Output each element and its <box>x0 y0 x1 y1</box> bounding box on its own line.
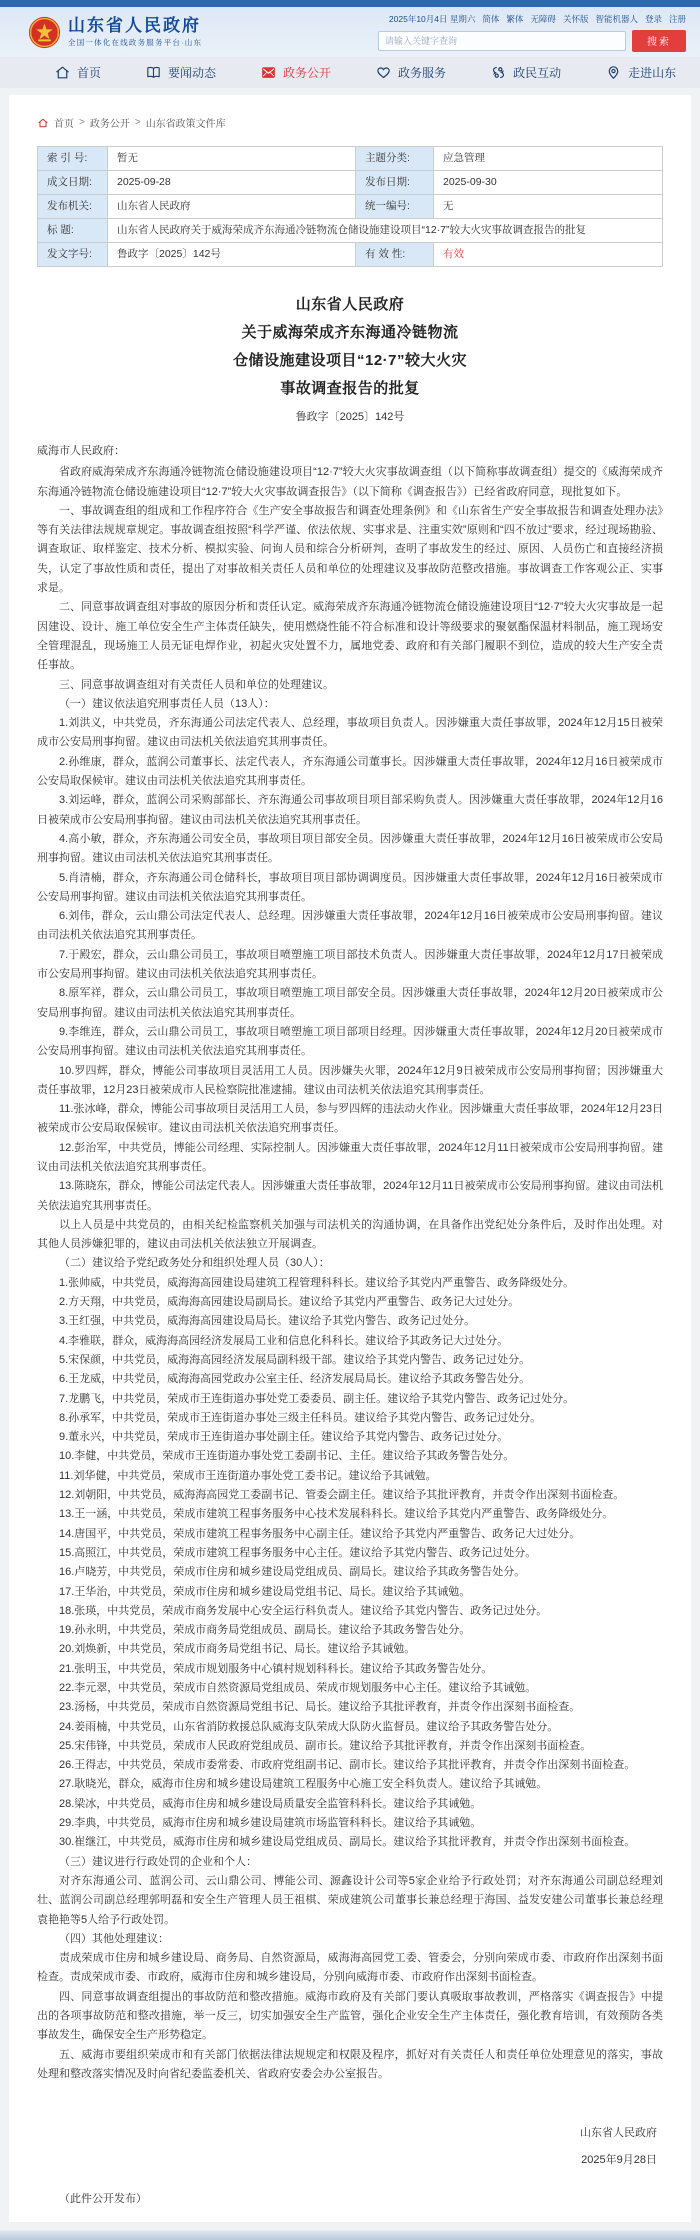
body-paragraph: 9.李维连，群众，云山鼎公司员工，事故项目喷塑施工项目部项目经理。因涉嫌重大责任事故罪，2024年12月20日被荣成市公安局刑事拘留。建议由司法机关依法追究其刑事责任。 <box>37 1025 663 1058</box>
nav-item-interaction[interactable] <box>490 64 561 81</box>
body-paragraph: 10.李健，中共党员，荣成市王连街道办事处党工委副书记、主任。建议给予其政务警告处分。 <box>59 1450 515 1463</box>
document-title-line: 关于威海荣成齐东海通冷链物流 <box>241 324 459 341</box>
breadcrumb-gov-disclosure[interactable]: 政务公开 <box>89 119 130 130</box>
body-paragraph: 22.李元翠，中共党员，荣成市自然资源局党组成员、荣成市规划服务中心主任。建议给予其诫勉。 <box>59 1682 537 1694</box>
body-paragraph: （三）建议进行行政处罚的企业和个人： <box>59 1855 257 1868</box>
nav-label: 走进山东 <box>628 66 677 80</box>
meta-label-unified-number: 统一编号: <box>356 195 434 219</box>
site-brand <box>28 16 202 49</box>
body-paragraph: 20.刘焕新，中共党员，荣成市商务局党组书记、局长。建议给予其诫勉。 <box>59 1643 416 1656</box>
envelope-icon <box>260 64 277 81</box>
document-title <box>37 291 663 403</box>
meta-label-publish-date: 发布日期: <box>356 171 434 195</box>
meta-label-written-date: 成文日期: <box>38 171 108 195</box>
body-paragraph: 13.陈晓东，群众，博能公司法定代表人。因涉嫌重大责任事故罪，2024年12月11日被荣成市公安局刑事拘留。建议由司法机关依法追究其刑事责任。 <box>37 1180 663 1212</box>
nav-label: 政务公开 <box>283 66 332 80</box>
body-paragraph: 11.张冰峰，群众，博能公司事故项目灵活用工人员，参与罗四辉的违法动火作业。因涉嫌重大责任事故罪，2024年12月23日被荣成市公安局取保候审。建议由司法机关依法追究刑事责任。 <box>37 1103 663 1135</box>
body-paragraph: 6.王龙威，中共党员，威海海高园党政办公室主任、经济发展局局长。建议给予其政务警告处分。 <box>59 1373 531 1386</box>
body-paragraph: 23.汤杨，中共党员，荣成市自然资源局党组书记、局长。建议给予其批评教育，并责令作出深刻书面检查。 <box>59 1701 581 1714</box>
meta-value-index: 暂无 <box>108 147 356 171</box>
body-paragraph: （二）建议给予党纪政务处分和组织处理人员（30人）： <box>59 1257 330 1270</box>
nav-item-home[interactable] <box>54 64 101 81</box>
body-paragraph: 3.刘运峰，群众，蓝润公司采购部部长、齐东海通公司事故项目项目部采购负责人。因涉嫌重大责任事故罪，2024年12月16日被荣成市公安局刑事拘留。建议由司法机关依法追究其刑事责任。 <box>37 794 663 826</box>
content-card <box>9 95 691 2222</box>
body-paragraph: 8.孙承军，中共党员，荣成市王连街道办事处三级主任科员。建议给予其党内警告、政务记过处分。 <box>59 1411 542 1424</box>
main-nav <box>0 57 700 88</box>
nav-label: 政民互动 <box>513 66 562 80</box>
nav-label: 政务服务 <box>398 66 447 80</box>
body-paragraph: 11.刘华健，中共党员，荣成市王连街道办事处党工委书记。建议给予其诫勉。 <box>59 1469 437 1482</box>
people-chat-icon <box>490 64 507 81</box>
meta-value-doc-number: 鲁政字〔2025〕142号 <box>108 243 356 267</box>
site-header <box>0 7 700 57</box>
document-meta-table <box>37 146 663 267</box>
nav-label: 首页 <box>77 66 102 80</box>
document-title-line: 山东省人民政府 <box>295 296 405 313</box>
link-login[interactable]: 登录 <box>644 13 662 24</box>
body-paragraph: 14.唐国平，中共党员，荣成市建筑工程事务服务中心副主任。建议给予其党内严重警告、政务记大过处分。 <box>59 1527 581 1540</box>
link-traditional[interactable]: 繁体 <box>506 13 524 24</box>
meta-value-publish-date: 2025-09-30 <box>434 171 663 195</box>
link-accessibility[interactable]: 无障碍 <box>530 13 556 24</box>
meta-label-title: 标 题: <box>38 219 108 243</box>
body-paragraph: （一）建议依法追究刑事责任人员（13人）： <box>59 697 275 710</box>
site-subtitle: 全国一体化在线政务服务平台·山东 <box>68 38 203 47</box>
top-blue-bar <box>0 0 700 7</box>
body-paragraph: 7.于殿宏，群众，云山鼎公司员工，事故项目喷塑施工项目部技术负责人。因涉嫌重大责任事故罪，2024年12月17日被荣成市公安局刑事拘留。建议由司法机关依法追究其刑事责任。 <box>37 948 663 981</box>
body-paragraph: 三、同意事故调查组对有关责任人员和单位的处理建议。 <box>59 678 334 691</box>
body-paragraph: 17.王华治，中共党员，荣成市住房和城乡建设局党组书记、局长。建议给予其诫勉。 <box>59 1585 471 1598</box>
signature-org: 山东省人民政府 <box>580 2127 657 2140</box>
document-salutation: 威海市人民政府： <box>37 445 125 457</box>
body-paragraph: 4.高小敏，群众，齐东海通公司安全员，事故项目项目部安全员。因涉嫌重大责任事故罪，2024年12月16日被荣成市公安局刑事拘留。建议由司法机关依法追究其刑事责任。 <box>37 832 663 865</box>
home-icon <box>37 117 49 129</box>
body-paragraph: 二、同意事故调查组对事故的原因分析和责任认定。威海荣成齐东海通冷链物流仓储设施建设项目“12·7”较大火灾事故是一起因建设、设计、施工单位安全生产主体责任缺失，使用燃烧性能不符合标准和设计等级要求的聚氨酯保温材料制品，施工现场安全管理混乱，现场施工人员无证电焊作业，初起火灾处置不力，属地党委、政府和有关部门履职不到位，造成的较大生产安全责任事故。 <box>37 601 663 672</box>
body-paragraph: 2.孙维康，群众，蓝润公司董事长、法定代表人，齐东海通公司董事长。因涉嫌重大责任事故罪，2024年12月16日被荣成市公安局取保候审。建议由司法机关依法追究其刑事责任。 <box>37 755 663 788</box>
public-release-note: （此件公开发布） <box>59 2193 147 2206</box>
meta-value-title: 山东省人民政府关于威海荣成齐东海通冷链物流仓储设施建设项目“12·7”较大火灾事故调查报告的批复 <box>108 219 663 243</box>
body-paragraph: 7.龙鹏飞，中共党员，荣成市王连街道办事处党工委委员、副主任。建议给予其党内警告、政务记过处分。 <box>59 1392 575 1405</box>
body-paragraph: 6.刘伟，群众，云山鼎公司法定代表人、总经理。因涉嫌重大责任事故罪，2024年12月16日被荣成市公安局刑事拘留。建议由司法机关依法追究其刑事责任。 <box>37 910 663 942</box>
body-paragraph: 2.方天翔，中共党员，威海海高园建设局副局长。建议给予其党内严重警告、政务记大过处分。 <box>59 1296 520 1309</box>
link-care-version[interactable]: 关怀版 <box>562 13 589 24</box>
meta-label-category: 主题分类: <box>356 147 434 171</box>
link-smart-robot[interactable]: 智能机器人 <box>595 13 638 24</box>
breadcrumb-current: 山东省政策文件库 <box>145 119 226 130</box>
meta-value-category: 应急管理 <box>434 147 663 171</box>
body-paragraph: 四、同意事故调查组提出的事故防范和整改措施。威海市政府及有关部门要认真吸取事故教训，严格落实《调查报告》中提出的各项事故防范和整改措施，举一反三，切实加强安全生产监管，强化企业安全生产主体责任，强化教育培训，有效预防各类事故发生，确保安全生产形势稳定。 <box>37 1990 663 2042</box>
body-paragraph: 以上人员是中共党员的，由相关纪检监察机关加强与司法机关的沟通协调，在具备作出党纪处分条件后，及时作出处理。对其他人员涉嫌犯罪的，建议由司法机关依法独立开展调查。 <box>37 1218 663 1251</box>
location-pin-icon <box>605 64 622 81</box>
breadcrumb-separator: > <box>134 117 141 128</box>
nav-item-gov-disclosure[interactable] <box>260 64 331 81</box>
body-paragraph: 21.张明玉，中共党员，荣成市规划服务中心镇村规划科科长。建议给予其政务警告处分。 <box>59 1662 493 1675</box>
breadcrumb-home[interactable]: 首页 <box>54 119 74 130</box>
meta-label-doc-number: 发文字号: <box>38 243 108 267</box>
link-simplified[interactable]: 简体 <box>482 13 500 24</box>
nav-item-gov-services[interactable] <box>375 64 446 81</box>
body-paragraph: 9.董永兴，中共党员，荣成市王连街道办事处副主任。建议给予其党内警告、政务记过处分。 <box>59 1431 509 1444</box>
body-paragraph: 16.卢晓芳，中共党员，荣成市住房和城乡建设局党组成员、副局长。建议给予其政务警告处分。 <box>59 1566 526 1579</box>
search-input[interactable] <box>378 31 626 51</box>
body-paragraph: 13.王一涵，中共党员，荣成市建筑工程事务服务中心技术发展科科长。建议给予其党内严重警告、政务降级处分。 <box>59 1508 614 1521</box>
meta-value-validity: 有效 <box>434 243 663 267</box>
body-paragraph: 29.李典，中共党员，威海市住房和城乡建设局建筑市场监管科科长。建议给予其诫勉。 <box>59 1817 482 1830</box>
document-title-line: 事故调查报告的批复 <box>280 380 420 397</box>
body-paragraph: 12.刘朝阳，中共党员，威海海高园党工委副书记、管委会副主任。建议给予其批评教育，并责令作出深刻书面检查。 <box>59 1489 625 1502</box>
body-paragraph: 10.罗四辉，群众，博能公司事故项目灵活用工人员。因涉嫌失火罪，2024年12月9日被荣成市公安局刑事拘留；因涉嫌重大责任事故罪，12月23日被荣成市人民检察院批准逮捕。建议由司法机关依法追究其刑事责任。 <box>37 1064 663 1096</box>
body-paragraph: 26.王得志，中共党员，荣成市委常委、市政府党组副书记、副市长。建议给予其批评教育，并责令作出深刻书面检查。 <box>59 1759 636 1772</box>
home-icon <box>54 64 71 81</box>
body-paragraph: 3.王红强，中共党员，威海海高园建设局局长。建议给予其党内警告、政务记过处分。 <box>59 1315 476 1328</box>
body-paragraph: 对齐东海通公司、蓝润公司、云山鼎公司、博能公司、源鑫设计公司等5家企业给予行政处罚；对齐东海通公司副总经理刘壮、蓝润公司副总经理郭明磊和安全生产管理人员王祖棋、荣成建筑公司董事长兼总经理于海国、益发安建公司董事长兼总经理袁艳艳等5人给予行政处罚。 <box>37 1874 663 1926</box>
body-paragraph: 24.姜雨楠，中共党员，山东省消防救援总队威海支队荣成大队防火监督员。建议给予其政务警告处分。 <box>59 1720 559 1733</box>
body-paragraph: 4.李雅联，群众，威海海高园经济发展局工业和信息化科科长。建议给予其政务记大过处分。 <box>59 1334 509 1347</box>
nav-item-news[interactable] <box>145 64 216 81</box>
body-paragraph: 五、威海市要组织荣成市和有关部门依据法律法规规定和权限及程序，抓好对有关责任人和责任单位处理意见的落实，事故处理和整改落实情况及时向省纪委监委机关、省政府安委会办公室报告。 <box>37 2048 663 2080</box>
body-paragraph: 15.高照江，中共党员，荣成市建筑工程事务服务中心主任。建议给予其党内警告、政务记过处分。 <box>59 1546 537 1559</box>
document-number: 鲁政字〔2025〕142号 <box>295 411 405 423</box>
breadcrumb-separator: > <box>79 117 85 128</box>
nav-label: 要闻动态 <box>168 66 217 80</box>
body-paragraph: 18.张瑛，中共党员，荣成市商务发展中心安全运行科负责人。建议给予其党内警告、政务记过处分。 <box>59 1604 548 1617</box>
document-body-wrap <box>37 442 663 2084</box>
nav-item-visit-shandong[interactable] <box>605 64 676 81</box>
book-icon <box>145 64 162 81</box>
breadcrumb <box>37 115 663 130</box>
signature-block <box>37 2120 663 2174</box>
body-paragraph: 1.张帅威，中共党员，威海海高园建设局建筑工程管理科科长。建议给予其党内严重警告、政务降级处分。 <box>59 1276 575 1289</box>
body-paragraph: 25.宋伟锋，中共党员，荣成市人民政府党组成员、副市长。建议给予其批评教育，并责令作出深刻书面检查。 <box>59 1739 592 1752</box>
meta-label-index: 索 引 号: <box>38 147 108 171</box>
site-title: 山东省人民政府 <box>68 16 201 35</box>
heart-icon <box>375 64 392 81</box>
body-paragraph: 1.刘洪义，中共党员，齐东海通公司法定代表人、总经理，事故项目负责人。因涉嫌重大责任事故罪，2024年12月15日被荣成市公安局刑事拘留。建议由司法机关依法追究其刑事责任。 <box>37 717 663 749</box>
meta-label-issuing-agency: 发布机关: <box>38 195 108 219</box>
body-paragraph: 19.孙永明，中共党员，荣成市商务局党组成员、副局长。建议给予其政务警告处分。 <box>59 1624 471 1637</box>
body-paragraph: 省政府威海荣成齐东海通冷链物流仓储设施建设项目“12·7”较大火灾事故调查组（以下简称事故调查组）提交的《威海荣成齐东海通冷链物流仓储设施建设项目“12·7”较大火灾事故调查报告》（以下简称《调查报告》）已经省政府同意，现批复如下。 <box>37 466 663 498</box>
signature-date: 2025年9月28日 <box>581 2154 657 2167</box>
document-body <box>37 463 663 2084</box>
body-paragraph: 5.肖清楠，群众，齐东海通公司仓储科长，事故项目项目部协调调度员。因涉嫌重大责任事故罪，2024年12月16日被荣成市公安局刑事拘留。建议由司法机关依法追究其刑事责任。 <box>37 871 663 903</box>
header-meta-row <box>389 13 686 25</box>
meta-value-unified-number: 无 <box>434 195 663 219</box>
document-title-line: 仓储设施建设项目“12·7”较大火灾 <box>232 352 468 369</box>
meta-value-issuing-agency: 山东省人民政府 <box>108 195 356 219</box>
body-paragraph: 27.耿晓光，群众，威海市住房和城乡建设局建筑工程服务中心施工安全科负责人。建议给予其诫勉。 <box>59 1778 548 1791</box>
link-register[interactable]: 注册 <box>668 13 686 24</box>
meta-label-validity: 有 效 性: <box>356 243 434 267</box>
meta-value-written-date: 2025-09-28 <box>108 171 356 195</box>
search-button[interactable]: 搜索 <box>632 30 686 52</box>
body-paragraph: （四）其他处理建议： <box>59 1932 169 1945</box>
national-emblem-logo <box>28 16 61 49</box>
body-paragraph: 30.崔继江，中共党员，威海市住房和城乡建设局党组成员、副局长。建议给予其批评教育，并责令作出深刻书面检查。 <box>59 1836 636 1849</box>
page-footer-strip <box>0 2230 700 2240</box>
body-paragraph: 28.梁冰，中共党员，威海市住房和城乡建设局质量安全监管科科长。建议给予其诫勉。 <box>59 1797 482 1810</box>
body-paragraph: 8.原军祥，群众，云山鼎公司员工，事故项目喷塑施工项目部安全员。因涉嫌重大责任事故罪，2024年12月20日被荣成市公安局刑事拘留。建议由司法机关依法追究其刑事责任。 <box>37 987 663 1019</box>
body-paragraph: 5.宋保颜，中共党员，威海海高园经济发展局副科级干部。建议给予其党内警告、政务记过处分。 <box>59 1353 531 1366</box>
body-paragraph: 责成荣成市住房和城乡建设局、商务局、自然资源局，威海海高园党工委、管委会，分别向荣成市委、市政府作出深刻书面检查。责成荣成市委、市政府，威海市住房和城乡建设局，分别向威海市委、市政府作出深刻书面检查。 <box>37 1952 663 1984</box>
body-paragraph: 一、事故调查组的组成和工作程序符合《生产安全事故报告和调查处理条例》和《山东省生产安全事故报告和调查处理办法》等有关法律法规规章规定。事故调查组按照“科学严谨、依法依规、实事求是、注重实效”原则和“四不放过”要求，经过现场勘验、调查取证、取样鉴定、技术分析、模拟实验、问询人员和综合分析研判，查明了事故发生的经过、原因、人员伤亡和直接经济损失，认定了事故性质和责任，提出了对事故相关责任人员和单位的处理建议及事故防范整改措施。事故调查工作客观公正、实事求是。 <box>37 504 663 595</box>
body-paragraph: 12.彭治军，中共党员，博能公司经理、实际控制人。因涉嫌重大责任事故罪，2024年12月11日被荣成市公安局刑事拘留。建议由司法机关依法追究其刑事责任。 <box>37 1141 663 1173</box>
current-date: 2025年10月4日 星期六 <box>388 13 476 24</box>
